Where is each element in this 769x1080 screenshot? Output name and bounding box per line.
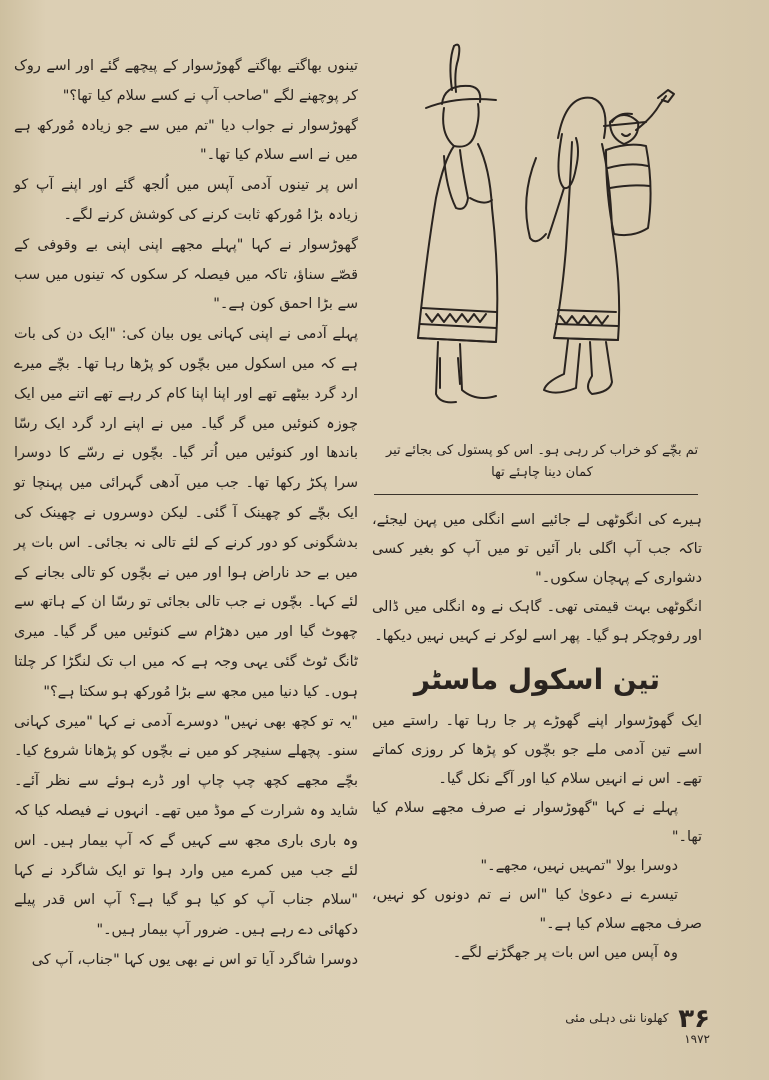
section-divider	[374, 494, 698, 495]
cartoon-illustration	[396, 38, 696, 418]
illustration-caption: تم بچّے کو خراب کر رہی ہو۔ اس کو پستول کی بجائے تیر کمان دینا چاہئے تھا	[385, 443, 699, 480]
paragraph: اس پر تینوں آدمی آپس میں اُلجھ گئے اور اپنے آپ کو زیادہ بڑا مُورکھ ثابت کرنے کی کوشش کرنے لگے۔	[14, 177, 358, 223]
paragraph: ایک گھوڑسوار اپنے گھوڑے پر جا رہا تھا۔ راستے میں اسے تین آدمی ملے جو بچّوں کو پڑھا کر روزی کماتے تھے۔ اس نے انہیں سلام کیا اور آگے نکل گیا۔	[372, 713, 702, 787]
right-woman-figure	[526, 98, 619, 394]
paragraph: تیسرے نے دعویٰ کیا "اس نے تم دونوں کو نہیں، صرف مجھے سلام کیا ہے۔"	[372, 887, 702, 932]
paragraph: پہلے نے کہا "گھوڑسوار نے صرف مجھے سلام کیا تھا۔"	[372, 800, 702, 845]
issue-info: کھلونا نئی دہلی مئی ۱۹۷۲	[565, 1011, 710, 1046]
paragraph: پہلے آدمی نے اپنی کہانی یوں بیان کی: "ایک دن کی بات ہے کہ میں اسکول میں بچّوں کو پڑھا رہا تھا۔ بچّے میرے ارد گرد بیٹھے تھے اور اپنا اپنا کام کر رہے تھے اتنے میں ایک چوزہ کنوئیں میں گر گیا۔ میں نے اپنے ارد گرد ایک رسّا باندھا اور کنوئیں میں اُتر گیا۔ بچّوں نے رسّے کا دوسرا سرا پکڑ رکھا تھا۔ جب میں آدھی گہرائی میں پہنچا تو ایک بچّے کو چھینک آ گئی۔ لیکن دوسروں نے چھینک کی بدشگونی کو دور کرنے کے لئے تالی نہ بجائی۔ اس بات پر میں بے حد ناراض ہوا اور میں نے بچّوں کو تالی بجانے کے لئے کہا۔ بچّوں نے جب تالی بجائی تو رسّا ان کے ہاتھ سے چھوٹ گیا اور میں دھڑام سے کنوئیں میں گر گیا۔ میری ٹانگ ٹوٹ گئی یہی وجہ ہے کہ میں اب تک لنگڑا کر چلتا ہوں۔ کیا دنیا میں مجھ سے بڑا مُورکھ ہو سکتا ہے؟"	[14, 326, 358, 700]
page-footer	[540, 1003, 710, 1048]
left-text-column	[14, 52, 358, 992]
paragraph: گھوڑسوار نے کہا "پہلے مجھے اپنی اپنی بے وقوفی کے قصّے سناؤ، تاکہ میں فیصلہ کر سکوں کہ تینوں میں سب سے بڑا احمق کون ہے۔"	[14, 236, 358, 313]
bag-with-small-gunman	[604, 90, 674, 235]
story-body	[372, 707, 702, 968]
story-title: تین اسکول ماسٹر	[413, 663, 661, 696]
paragraph: انگوٹھی بہت قیمتی تھی۔ گاہک نے وہ انگلی میں ڈالی اور رفوچکر ہو گیا۔ پھر اسے لوکر نے کہیں نہیں دیکھا۔	[372, 599, 702, 644]
right-text-column	[372, 506, 702, 968]
paragraph: گھوڑسوار نے جواب دیا "تم میں سے جو زیادہ مُورکھ ہے میں نے اسے سلام کیا تھا۔"	[14, 117, 358, 164]
paragraph: دوسرا بولا "تمہیں نہیں، مجھے۔"	[480, 858, 678, 874]
paragraph: "یہ تو کچھ بھی نہیں" دوسرے آدمی نے کہا "میری کہانی سنو۔ پچھلے سنیچر کو میں نے بچّوں کو پڑھانا شروع کیا۔ بچّے مجھے کچھ چپ چاپ اور ڈرے ہوئے سے نظر آئے۔ شاید وہ شرارت کے موڈ میں تھے۔ انہوں نے فیصلہ کیا کہ وہ باری باری مجھ سے کہیں گے کہ آپ بیمار ہیں۔ اس لئے جب میں کمرے میں وارد ہوا تو ایک شاگرد نے کہا "سلام جناب آپ کو کیا ہو گیا ہے؟ آپ اس قدر پیلے دکھائی دے رہے ہیں۔ ضرور آپ بیمار ہیں۔"	[14, 713, 358, 939]
paragraph: ہیرے کی انگوٹھی لے جائیے اسے انگلی میں پہن لیجئے، تاکہ جب آپ اگلی بار آئیں تو میں آپ کو بغیر کسی دشواری کے پہچان سکوں۔"	[372, 512, 702, 586]
left-man-figure	[418, 45, 497, 403]
paragraph: تینوں بھاگتے بھاگتے گھوڑسوار کے پیچھے گئے اور اسے روک کر پوچھنے لگے "صاحب آپ نے کسے سلام کیا تھا؟"	[14, 58, 358, 104]
paragraph: وہ آپس میں اس بات پر جھگڑنے لگے۔	[452, 945, 678, 961]
paragraph: دوسرا شاگرد آیا تو اس نے بھی یوں کہا "جناب، آپ کی	[31, 951, 358, 968]
page-number: ۳۶	[678, 1003, 710, 1034]
